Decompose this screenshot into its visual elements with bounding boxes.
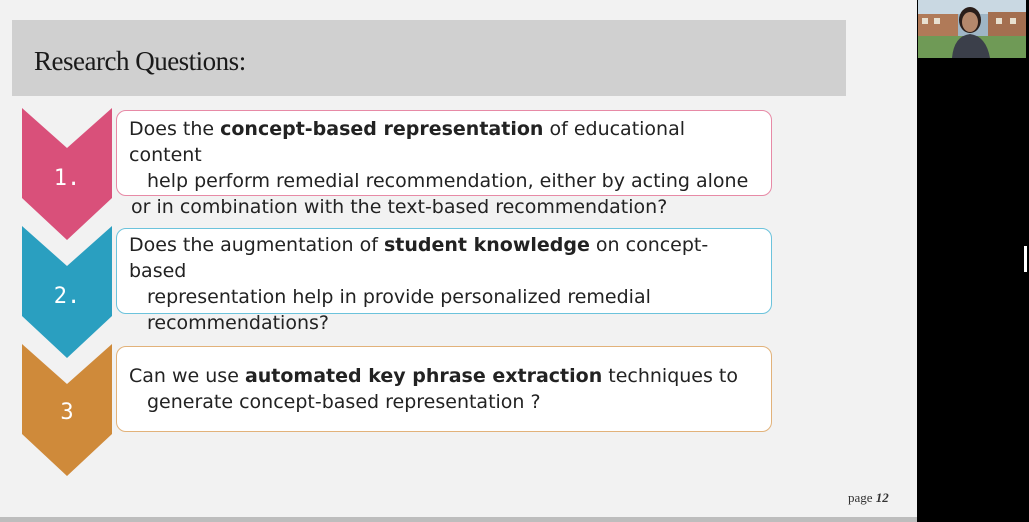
question-line: generate concept-based representation ? [147, 391, 541, 413]
page-value: 12 [875, 490, 889, 505]
question-box-3 [116, 346, 772, 432]
question-box-2 [116, 228, 772, 334]
window-edge-marker [1024, 246, 1027, 272]
slide-title: Research Questions: [34, 46, 246, 76]
question-text [129, 363, 763, 415]
question-line: Can we use [129, 365, 245, 387]
question-number: 3 [60, 400, 74, 425]
chevron-3 [22, 344, 112, 476]
question-number: 2. [53, 284, 81, 309]
question-line: Does the [129, 118, 221, 140]
question-line: or in combination with the text-based recommendation? [131, 196, 668, 218]
question-line: of educational content [129, 118, 686, 166]
page-label: page [848, 490, 873, 505]
question-line: on concept-based [129, 234, 709, 282]
question-line: help perform remedial recommendation, either by acting alone [147, 170, 749, 192]
question-keyword: automated key phrase extraction [244, 365, 603, 387]
question-keyword: student knowledge [383, 234, 590, 256]
slide-bottom-edge [0, 517, 917, 522]
chevron-1 [22, 108, 112, 240]
question-line: techniques to [602, 365, 739, 387]
question-text [129, 232, 763, 336]
question-line: representation help in provide personalized remedial [147, 286, 651, 308]
chevron-2 [22, 226, 112, 358]
question-number: 1. [53, 166, 81, 191]
person-video-icon [918, 0, 1026, 58]
question-line: recommendations? [147, 312, 329, 334]
page-number [848, 490, 889, 506]
question-box-1 [116, 110, 772, 218]
question-text [129, 116, 763, 220]
title-bar [12, 20, 846, 96]
question-keyword: concept-based representation [220, 118, 544, 140]
question-line: Does the augmentation of [129, 234, 384, 256]
webcam-thumbnail[interactable] [918, 0, 1026, 58]
